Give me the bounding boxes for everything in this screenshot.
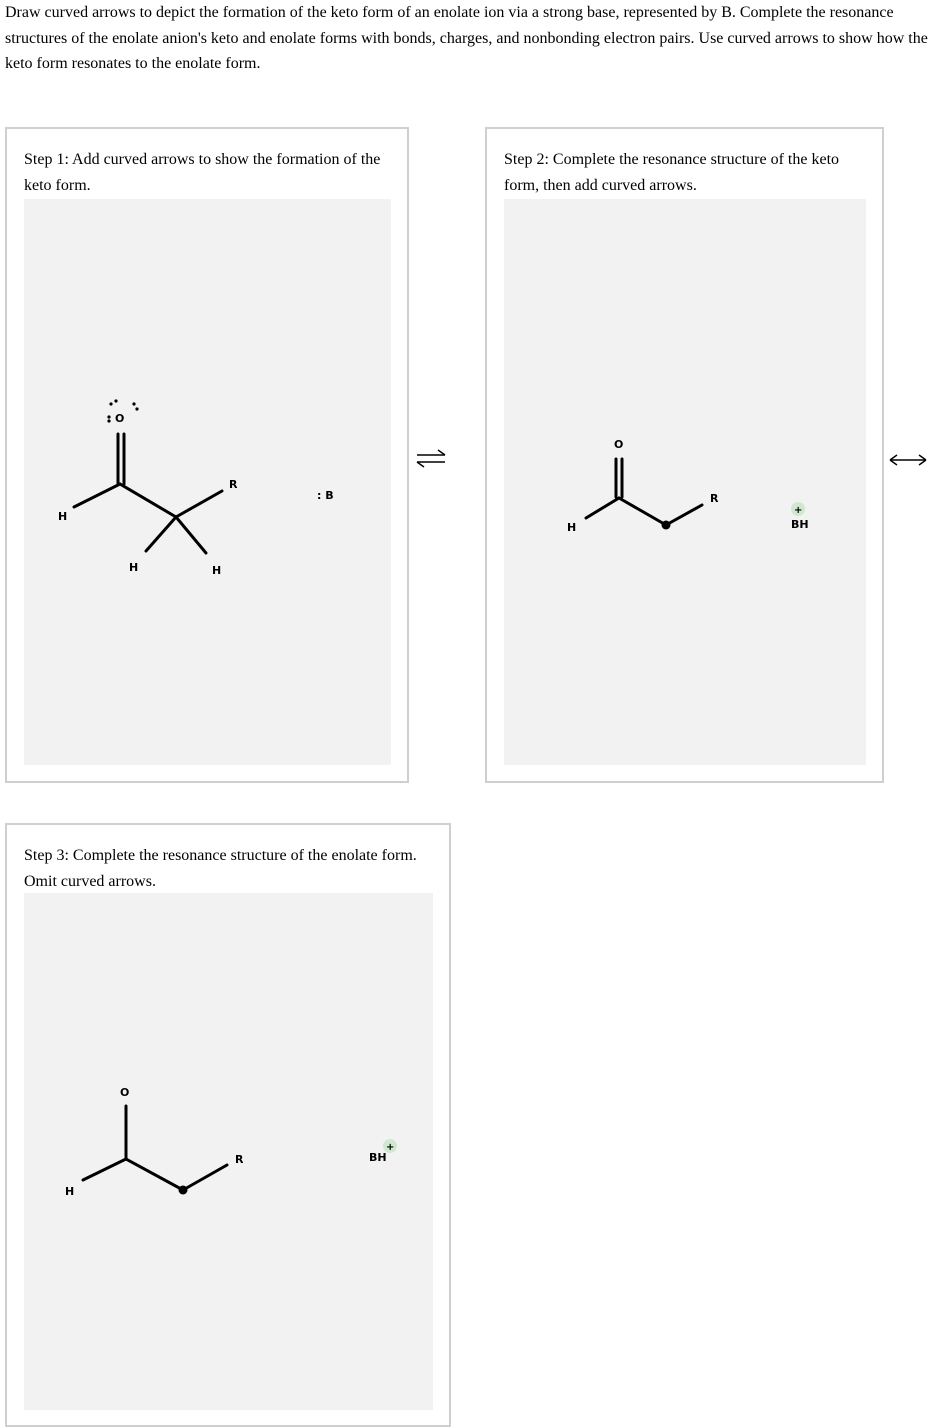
lone-pair-dot <box>109 402 112 405</box>
atom-hydrogen-bottom-right[interactable]: H <box>212 564 222 577</box>
step2-molecule <box>504 199 866 765</box>
step1-molecule <box>24 199 391 765</box>
bond-c-h <box>83 1159 126 1180</box>
step1-title: Step 1: Add curved arrows to show the formation of the keto form. <box>24 151 381 194</box>
atom-r[interactable]: R <box>710 492 719 505</box>
bond-c-h-bottom-right <box>176 517 206 553</box>
step3-molecule <box>24 893 433 1410</box>
bond-c-h-bottom-left <box>146 517 176 551</box>
bond-c-c <box>126 1159 183 1190</box>
atom-hydrogen-left[interactable]: H <box>58 510 68 523</box>
atom-hydrogen-bottom-left[interactable]: H <box>129 561 139 574</box>
bond-c-c <box>619 498 666 525</box>
carbanion-dot <box>662 521 671 530</box>
charge-plus: + <box>386 1142 395 1153</box>
bond-c-c <box>120 484 176 517</box>
equilibrium-arrows-icon <box>414 447 448 469</box>
bond-c-r <box>666 505 702 525</box>
base-with-lone-pair[interactable]: : B <box>317 489 334 502</box>
atom-r[interactable]: R <box>235 1153 244 1166</box>
atom-oxygen[interactable]: O <box>115 412 125 425</box>
atom-hydrogen[interactable]: H <box>65 1185 75 1198</box>
resonance-double-arrow-icon <box>888 452 928 468</box>
charge-plus: + <box>794 505 803 516</box>
atom-hydrogen[interactable]: H <box>567 521 577 534</box>
bond-c-h <box>586 498 619 518</box>
step3-panel <box>5 823 451 1427</box>
bond-c-r <box>183 1165 227 1190</box>
bond-c-h-left <box>74 484 120 507</box>
bond-c-r <box>176 491 222 517</box>
step2-panel <box>485 127 884 783</box>
step1-panel <box>5 127 409 783</box>
atom-oxygen[interactable]: O <box>120 1086 130 1099</box>
step2-drawing-canvas[interactable] <box>504 199 866 765</box>
atom-oxygen[interactable]: O <box>614 438 624 451</box>
lone-pair-dot <box>135 407 138 410</box>
lone-pair-dot <box>107 415 110 418</box>
carbanion-dot <box>179 1186 188 1195</box>
lone-pair-dot <box>132 402 135 405</box>
step2-title: Step 2: Complete the resonance structure of the keto form, then add curved arrows. <box>504 151 840 194</box>
instructions-text: Draw curved arrows to depict the formation of the keto form of an enolate ion via a strong base, represented by B. Complete the resonance structures of the enolate anion's keto and enolate forms with bonds, charges, and nonbonding electron pairs. Use curved arrows to show how the keto form resonates to the enolate form. <box>5 4 928 72</box>
atom-r[interactable]: R <box>229 478 238 491</box>
lone-pair-dot <box>114 399 117 402</box>
step3-drawing-canvas[interactable] <box>24 893 433 1410</box>
conjugate-acid-bh[interactable]: BH <box>369 1151 387 1164</box>
conjugate-acid-bh[interactable]: BH <box>791 518 809 531</box>
step3-title: Step 3: Complete the resonance structure of the enolate form. Omit curved arrows. <box>24 847 417 890</box>
lone-pair-dot <box>107 419 110 422</box>
step1-drawing-canvas[interactable] <box>24 199 391 765</box>
